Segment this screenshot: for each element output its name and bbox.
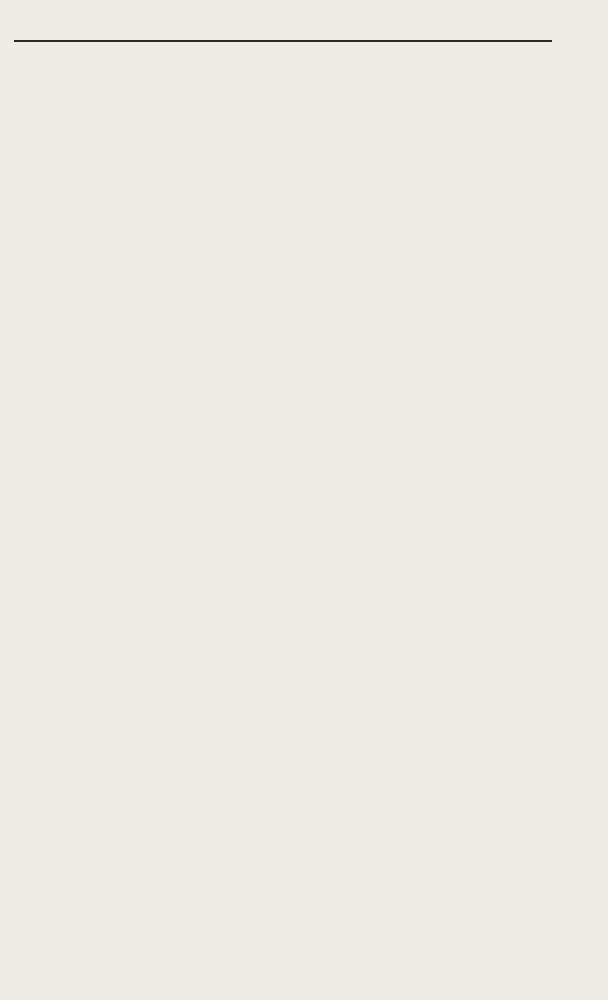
header-divider — [14, 40, 552, 42]
toc-content — [19, 58, 559, 76]
